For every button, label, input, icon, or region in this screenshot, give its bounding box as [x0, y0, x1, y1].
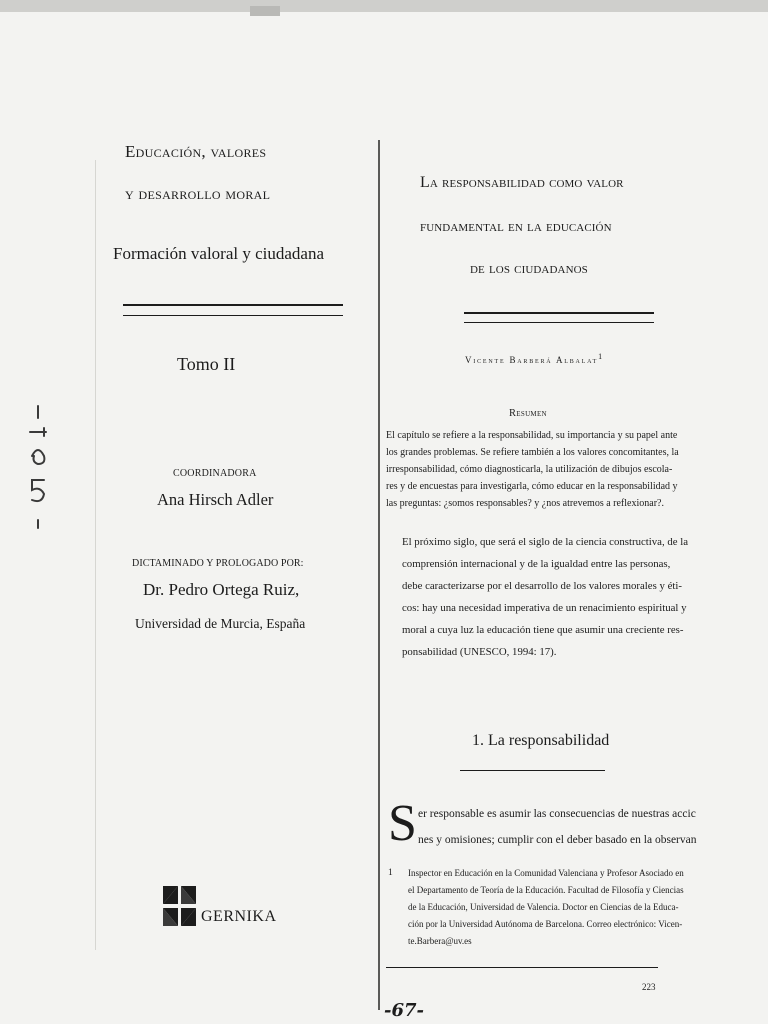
chapter-author	[465, 352, 602, 365]
printed-page-number: 223	[642, 982, 656, 992]
abstract-line: los grandes problemas. Se refiere también a los valores concomitantes, la	[386, 447, 679, 458]
handwritten-margin-note	[22, 400, 52, 550]
coordinator-label: COORDINADORA	[173, 468, 257, 479]
left-page	[95, 12, 377, 1012]
chapter-title-divider	[464, 312, 654, 323]
footnote-line: ción por la Universidad Autónoma de Barcelona. Correo electrónico: Vicen-	[408, 919, 683, 929]
title-divider	[123, 304, 343, 316]
scan-edge	[0, 0, 768, 12]
footnote-line: el Departamento de Teoría de la Educación. Facultad de Filosofía y Ciencias	[408, 885, 684, 895]
epigraph-line: ponsabilidad (UNESCO, 1994: 17).	[402, 646, 557, 658]
author-name: Vicente Barberá Albalat	[465, 355, 599, 365]
epigraph-line: El próximo siglo, que será el siglo de la ciencia constructiva, de la	[402, 536, 689, 548]
abstract-line: irresponsabilidad, cómo diagnosticarla, la utilización de dibujos escola-	[386, 464, 673, 475]
handwritten-page-number: -67-	[384, 1000, 424, 1021]
book-title-line1: Educación, valores	[125, 142, 267, 161]
abstract-line: las preguntas: ¿somos responsables? y ¿nos atrevemos a reflexionar?.	[386, 498, 664, 509]
abstract-line: El capítulo se refiere a la responsabilidad, su importancia y su papel ante	[386, 430, 678, 441]
footnote-line: de la Educación, Universidad de Valencia. Doctor en Ciencias de la Educa-	[408, 902, 679, 912]
abstract-line: res y de encuestas para investigarla, cómo educar en la responsabilidad y	[386, 481, 678, 492]
publisher-logo	[163, 882, 363, 932]
footnote-line: te.Barbera@uv.es	[408, 936, 472, 946]
coordinator-name: Ana Hirsch Adler	[157, 490, 274, 509]
chapter-title-line1: La responsabilidad como valor	[420, 174, 624, 191]
footnote-number: 1	[388, 868, 393, 878]
reviewer-name: Dr. Pedro Ortega Ruiz,	[143, 580, 300, 599]
volume-label: Tomo II	[177, 354, 236, 374]
book-subtitle: Formación valoral y ciudadana	[113, 244, 325, 263]
abstract-heading: Resumen	[509, 408, 547, 419]
epigraph-line: comprensión internacional y de la igualdad entre las personas,	[402, 558, 671, 570]
page-bottom-rule	[386, 967, 658, 968]
body-line: er responsable es asumir las consecuencias de nuestras accic	[418, 808, 696, 820]
chapter-title-line2: fundamental en la educación	[420, 218, 612, 235]
drop-cap: S	[388, 795, 417, 852]
publisher-logo-icon	[163, 886, 197, 928]
author-footnote-mark: 1	[598, 352, 603, 361]
reviewer-affiliation: Universidad de Murcia, España	[135, 616, 306, 631]
chapter-title-line3: de los ciudadanos	[470, 260, 588, 277]
reviewer-label: DICTAMINADO Y PROLOGADO POR:	[132, 558, 304, 569]
epigraph-line: moral a cuya luz la educación tiene que asumir una creciente res-	[402, 624, 684, 636]
epigraph-line: debe caracterizarse por el desarrollo de los valores morales y éti-	[402, 580, 682, 592]
section-heading: 1. La responsabilidad	[472, 732, 610, 749]
section-divider	[460, 770, 605, 771]
book-title-line2: y desarrollo moral	[125, 184, 271, 203]
footnote-line: Inspector en Educación en la Comunidad Valenciana y Profesor Asociado en	[408, 868, 684, 878]
body-line: nes y omisiones; cumplir con el deber basado en la observan	[418, 834, 697, 846]
handwritten-margin-note-graphic	[22, 400, 52, 550]
publisher-name: GERNIKA	[201, 908, 277, 925]
epigraph-line: cos: hay una necesidad imperativa de un renacimiento espiritual y	[402, 602, 687, 614]
right-page	[380, 12, 697, 1021]
